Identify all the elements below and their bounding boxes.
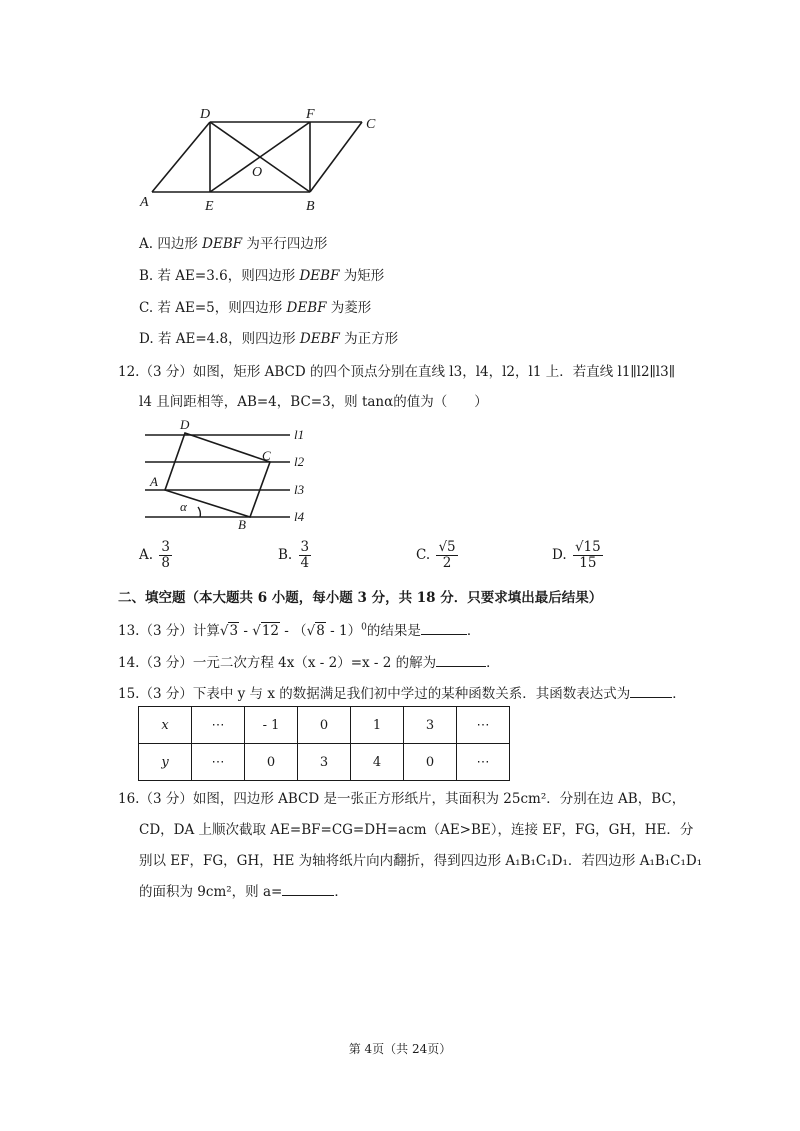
q11-option-b: B. 若 AE=3.6，则四边形 DEBF 为矩形 (139, 268, 385, 284)
q12-line-2: l4 且间距相等，AB=4，BC=3，则 tanα的值为（ ） (139, 394, 488, 410)
label-F: F (306, 107, 315, 122)
q16-answer-blank[interactable] (282, 881, 334, 896)
label-O: O (252, 165, 263, 180)
label-D: D (180, 417, 190, 432)
label-A: A (140, 195, 149, 210)
label-l1: l1 (294, 427, 305, 442)
q12-line-1: 12.（3 分）如图，矩形 ABCD 的四个顶点分别在直线 l3，l4，l2，l1 上．若直线 l1∥l2∥l3∥ (118, 364, 675, 380)
q11-option-d: D. 若 AE=4.8，则四边形 DEBF 为正方形 (139, 331, 399, 347)
q16-line-3: 别以 EF，FG，GH，HE 为轴将纸片向内翻折，得到四边形 A₁B₁C₁D₁．若四边形 A₁B₁C₁D₁ (139, 853, 703, 869)
label-C: C (366, 117, 376, 132)
label-C: C (262, 448, 271, 463)
q11-option-a: A. 四边形 DEBF 为平行四边形 (139, 236, 328, 252)
q12-option-b: B. $\frac{3}{4}$ (278, 539, 310, 571)
q15-answer-blank[interactable] (630, 683, 672, 698)
q13-answer-blank[interactable] (421, 620, 467, 635)
q11-figure (130, 100, 400, 220)
q12-option-c: C. $\frac{√5}{2}$ (416, 539, 456, 571)
label-l4: l4 (294, 509, 305, 524)
label-D: D (200, 107, 211, 122)
q14-answer-blank[interactable] (436, 652, 486, 667)
label-B: B (306, 199, 315, 214)
q13-text: 13.（3 分）计算√3 - √12 - （√8 - 1）$^0$的结果是 ． (118, 619, 480, 639)
page-footer: 第 4页（共 24页） (348, 1042, 452, 1056)
label-l3: l3 (294, 482, 305, 497)
q15-text: 15.（3 分）下表中 y 与 x 的数据满足我们初中学过的某种函数关系．其函数表达式为 ． (118, 682, 686, 702)
q16-line-2: CD，DA 上顺次截取 AE=BF=CG=DH=acm（AE>BE），连接 EF，FG，GH，HE．分 (139, 822, 694, 838)
q15-data-table (138, 706, 510, 781)
q12-option-a: A. $\frac{3}{8}$ (139, 539, 170, 571)
q11-option-c: C. 若 AE=5，则四边形 DEBF 为菱形 (139, 300, 372, 316)
label-A: A (150, 474, 158, 489)
label-E: E (205, 199, 214, 214)
table-row: x ⋯ - 1 0 1 3 ⋯ (139, 707, 510, 744)
table-row: y ⋯ 0 3 4 0 ⋯ (139, 744, 510, 781)
q16-line-4: 的面积为 9cm²，则 a= ． (139, 880, 348, 900)
section-heading: 二、填空题（本大题共 6 小题，每小题 3 分，共 18 分．只要求填出最后结果） (118, 590, 603, 606)
label-B: B (238, 517, 246, 532)
q12-option-d: D. $\frac{√15}{15}$ (552, 539, 601, 571)
q12-figure (140, 415, 320, 535)
q16-line-1: 16.（3 分）如图，四边形 ABCD 是一张正方形纸片，其面积为 25cm²．分别在边 AB，BC， (118, 791, 686, 807)
label-l2: l2 (294, 454, 305, 469)
q14-text: 14.（3 分）一元二次方程 4x（x - 2）=x - 2 的解为 ． (118, 651, 500, 671)
label-alpha: α (180, 499, 187, 514)
